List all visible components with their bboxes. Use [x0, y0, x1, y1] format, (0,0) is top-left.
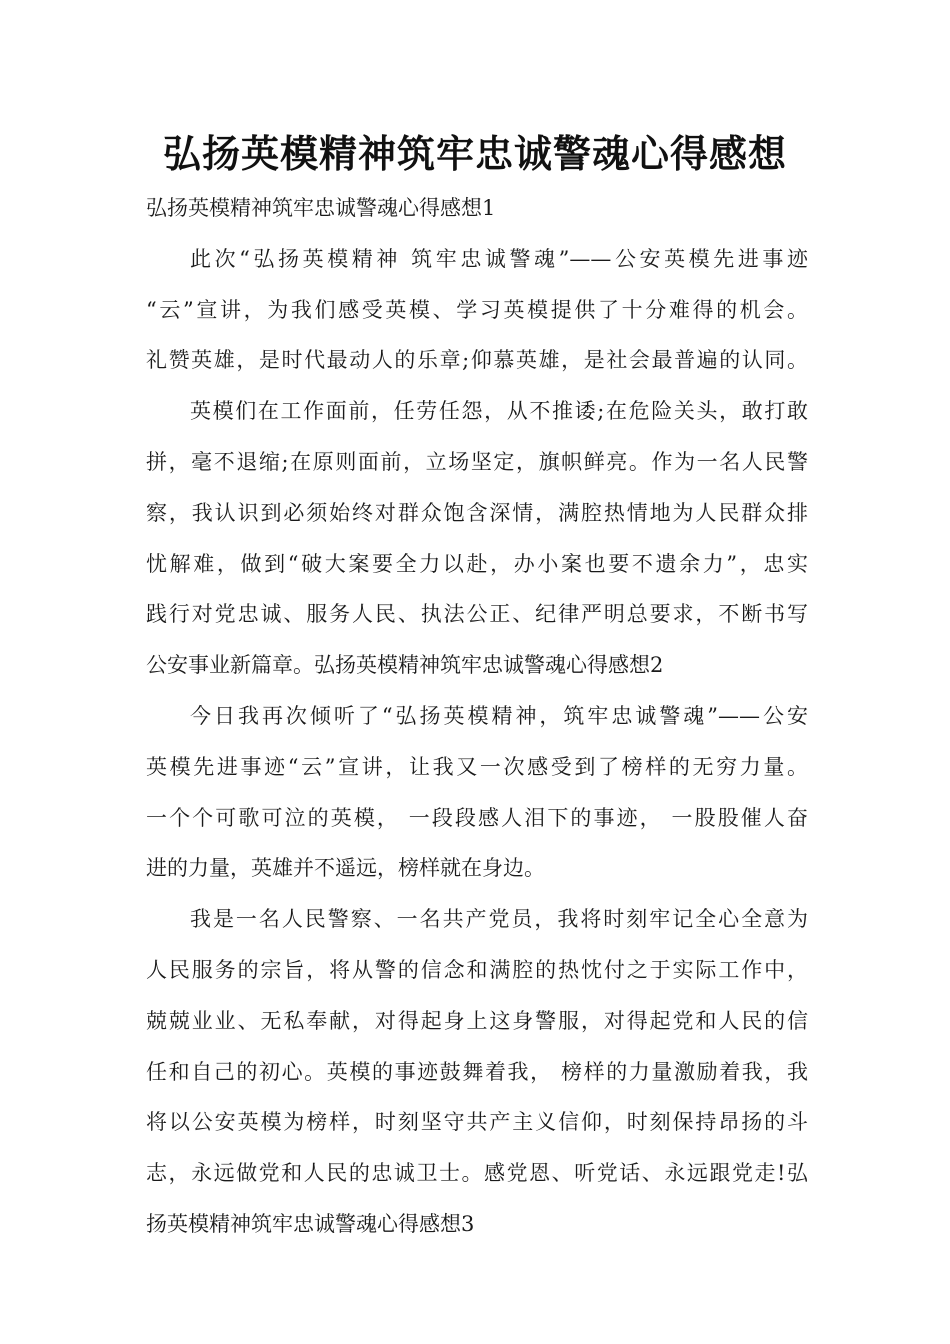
paragraph-line: 志，永远做党和人民的忠诚卫士。感党恩、听党话、永远跟党走!弘	[146, 1161, 808, 1186]
paragraph-line: 一个个可歌可泣的英模， 一段段感人泪下的事迹， 一股股催人奋	[146, 805, 808, 830]
paragraph-line: 察，我认识到必须始终对群众饱含深情，满腔热情地为人民群众排	[146, 500, 808, 525]
paragraph-line: 将以公安英模为榜样，时刻坚守共产主义信仰，时刻保持昂扬的斗	[146, 1110, 808, 1135]
paragraph-line: 人民服务的宗旨，将从警的信念和满腔的热忱付之于实际工作中，	[146, 957, 808, 982]
paragraph-line: 英模先进事迹“云”宣讲，让我又一次感受到了榜样的无穷力量。	[146, 754, 808, 779]
paragraph-line: 扬英模精神筑牢忠诚警魂心得感想3	[146, 1211, 475, 1236]
section-heading-1: 弘扬英模精神筑牢忠诚警魂心得感想1	[146, 196, 496, 220]
paragraph-line: 此次“弘扬英模精神 筑牢忠诚警魂”——公安英模先进事迹	[190, 246, 808, 271]
paragraph-line: 今日我再次倾听了“弘扬英模精神，筑牢忠诚警魂”——公安	[190, 703, 808, 728]
document-body	[146, 183, 808, 1250]
paragraph-line: 任和自己的初心。英模的事迹鼓舞着我， 榜样的力量激励着我，我	[146, 1059, 808, 1084]
paragraph-line: 忧解难，做到“破大案要全力以赴，办小案也要不遗余力”，忠实	[146, 551, 808, 576]
paragraph-line: 礼赞英雄，是时代最动人的乐章;仰慕英雄，是社会最普遍的认同。	[146, 348, 808, 373]
paragraph-line: 公安事业新篇章。弘扬英模精神筑牢忠诚警魂心得感想2	[146, 653, 664, 678]
paragraph-line: 兢兢业业、无私奉献，对得起身上这身警服，对得起党和人民的信	[146, 1008, 808, 1033]
paragraph-line: “云”宣讲，为我们感受英模、学习英模提供了十分难得的机会。	[146, 297, 808, 322]
paragraph-line: 践行对党忠诚、服务人民、执法公正、纪律严明总要求，不断书写	[146, 602, 808, 627]
paragraph-line: 英模们在工作面前，任劳任怨，从不推诿;在危险关头，敢打敢	[190, 399, 808, 424]
document-title: 弘扬英模精神筑牢忠诚警魂心得感想	[162, 132, 787, 176]
paragraph-line: 拼，毫不退缩;在原则面前，立场坚定，旗帜鲜亮。作为一名人民警	[146, 449, 808, 474]
paragraph-line: 我是一名人民警察、一名共产党员，我将时刻牢记全心全意为	[190, 907, 808, 932]
paragraph-line: 进的力量，英雄并不遥远，榜样就在身边。	[146, 856, 545, 881]
